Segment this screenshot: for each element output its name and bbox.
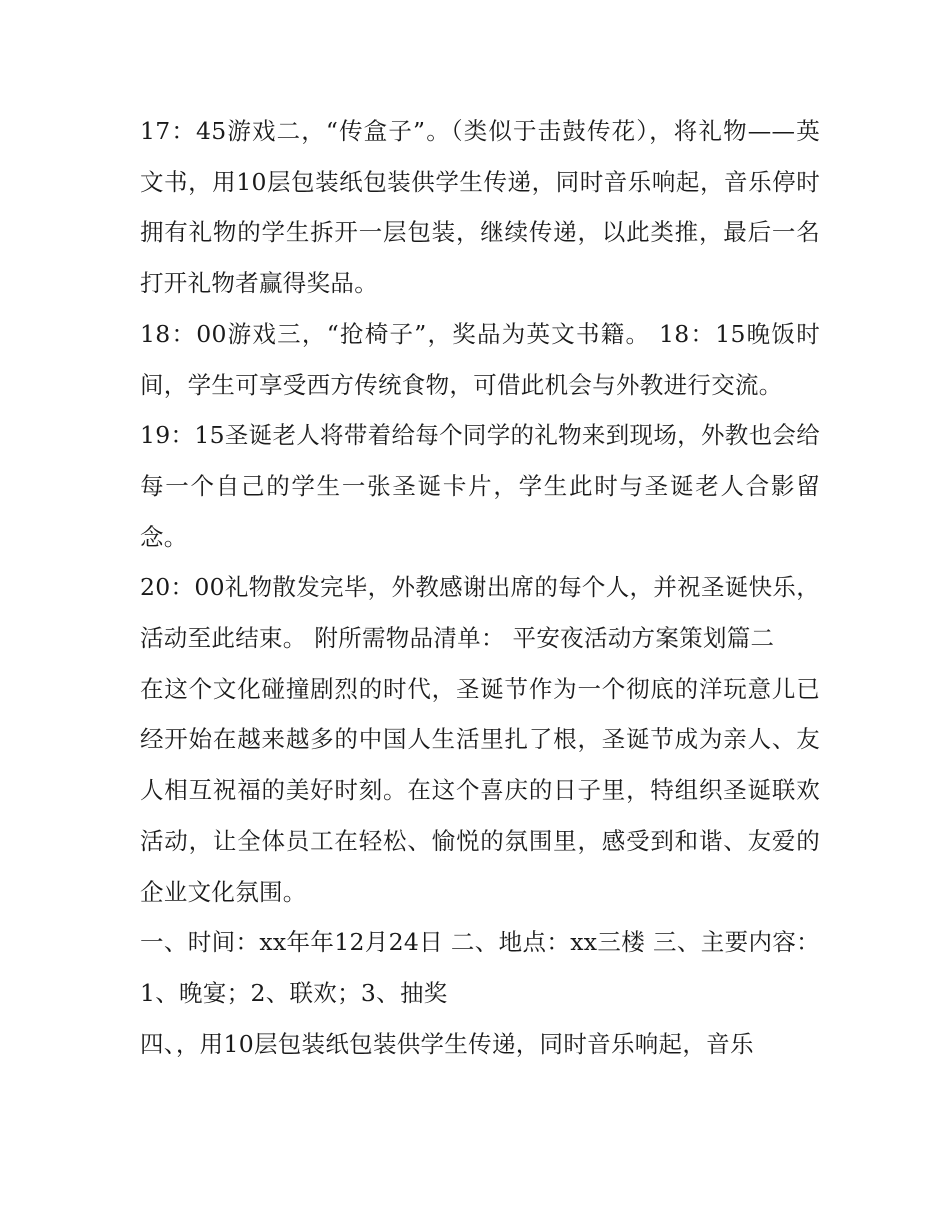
paragraph-game-two: 17：45游戏二，“传盒子”。（类似于击鼓传花），将礼物——英文书，用10层包装纸包装供学生传递，同时音乐响起，音乐停时拥有礼物的学生拆开一层包装，继续传递，以此类推，最后一名打开礼物者赢得奖品。 xyxy=(140,117,820,298)
paragraph-time-place-content: 一、时间：xx年年12月24日 二、地点：xx三楼 三、主要内容：1、晚宴；2、联欢；3、抽奖 xyxy=(140,928,820,1007)
paragraph-game-three-dinner: 18：00游戏三，“抢椅子”，奖品为英文书籍。 18：15晚饭时间，学生可享受西方传统食物，可借此机会与外教进行交流。 xyxy=(140,319,820,399)
paragraph-event-end: 20：00礼物散发完毕，外教感谢出席的每个人，并祝圣诞快乐，活动至此结束。 附所需物品清单： 平安夜活动方案策划篇二 xyxy=(140,573,820,653)
paragraph-santa-gifts: 19：15圣诞老人将带着给每个同学的礼物来到现场，外教也会给每一个自己的学生一张圣诞卡片，学生此时与圣诞老人合影留念。 xyxy=(140,421,820,551)
paragraph-intro-part-two: 在这个文化碰撞剧烈的时代，圣诞节作为一个彻底的洋玩意儿已经开始在越来越多的中国人生活里扎了根，圣诞节成为亲人、友人相互祝福的美好时刻。在这个喜庆的日子里，特组织圣诞联欢活动，让全体员工在轻松、愉悦的氛围里，感受到和谐、友爱的企业文化氛围。 xyxy=(140,674,820,906)
document-body xyxy=(140,106,820,1069)
paragraph-section-four: 四、，用10层包装纸包装供学生传递，同时音乐响起，音乐 xyxy=(140,1029,754,1058)
